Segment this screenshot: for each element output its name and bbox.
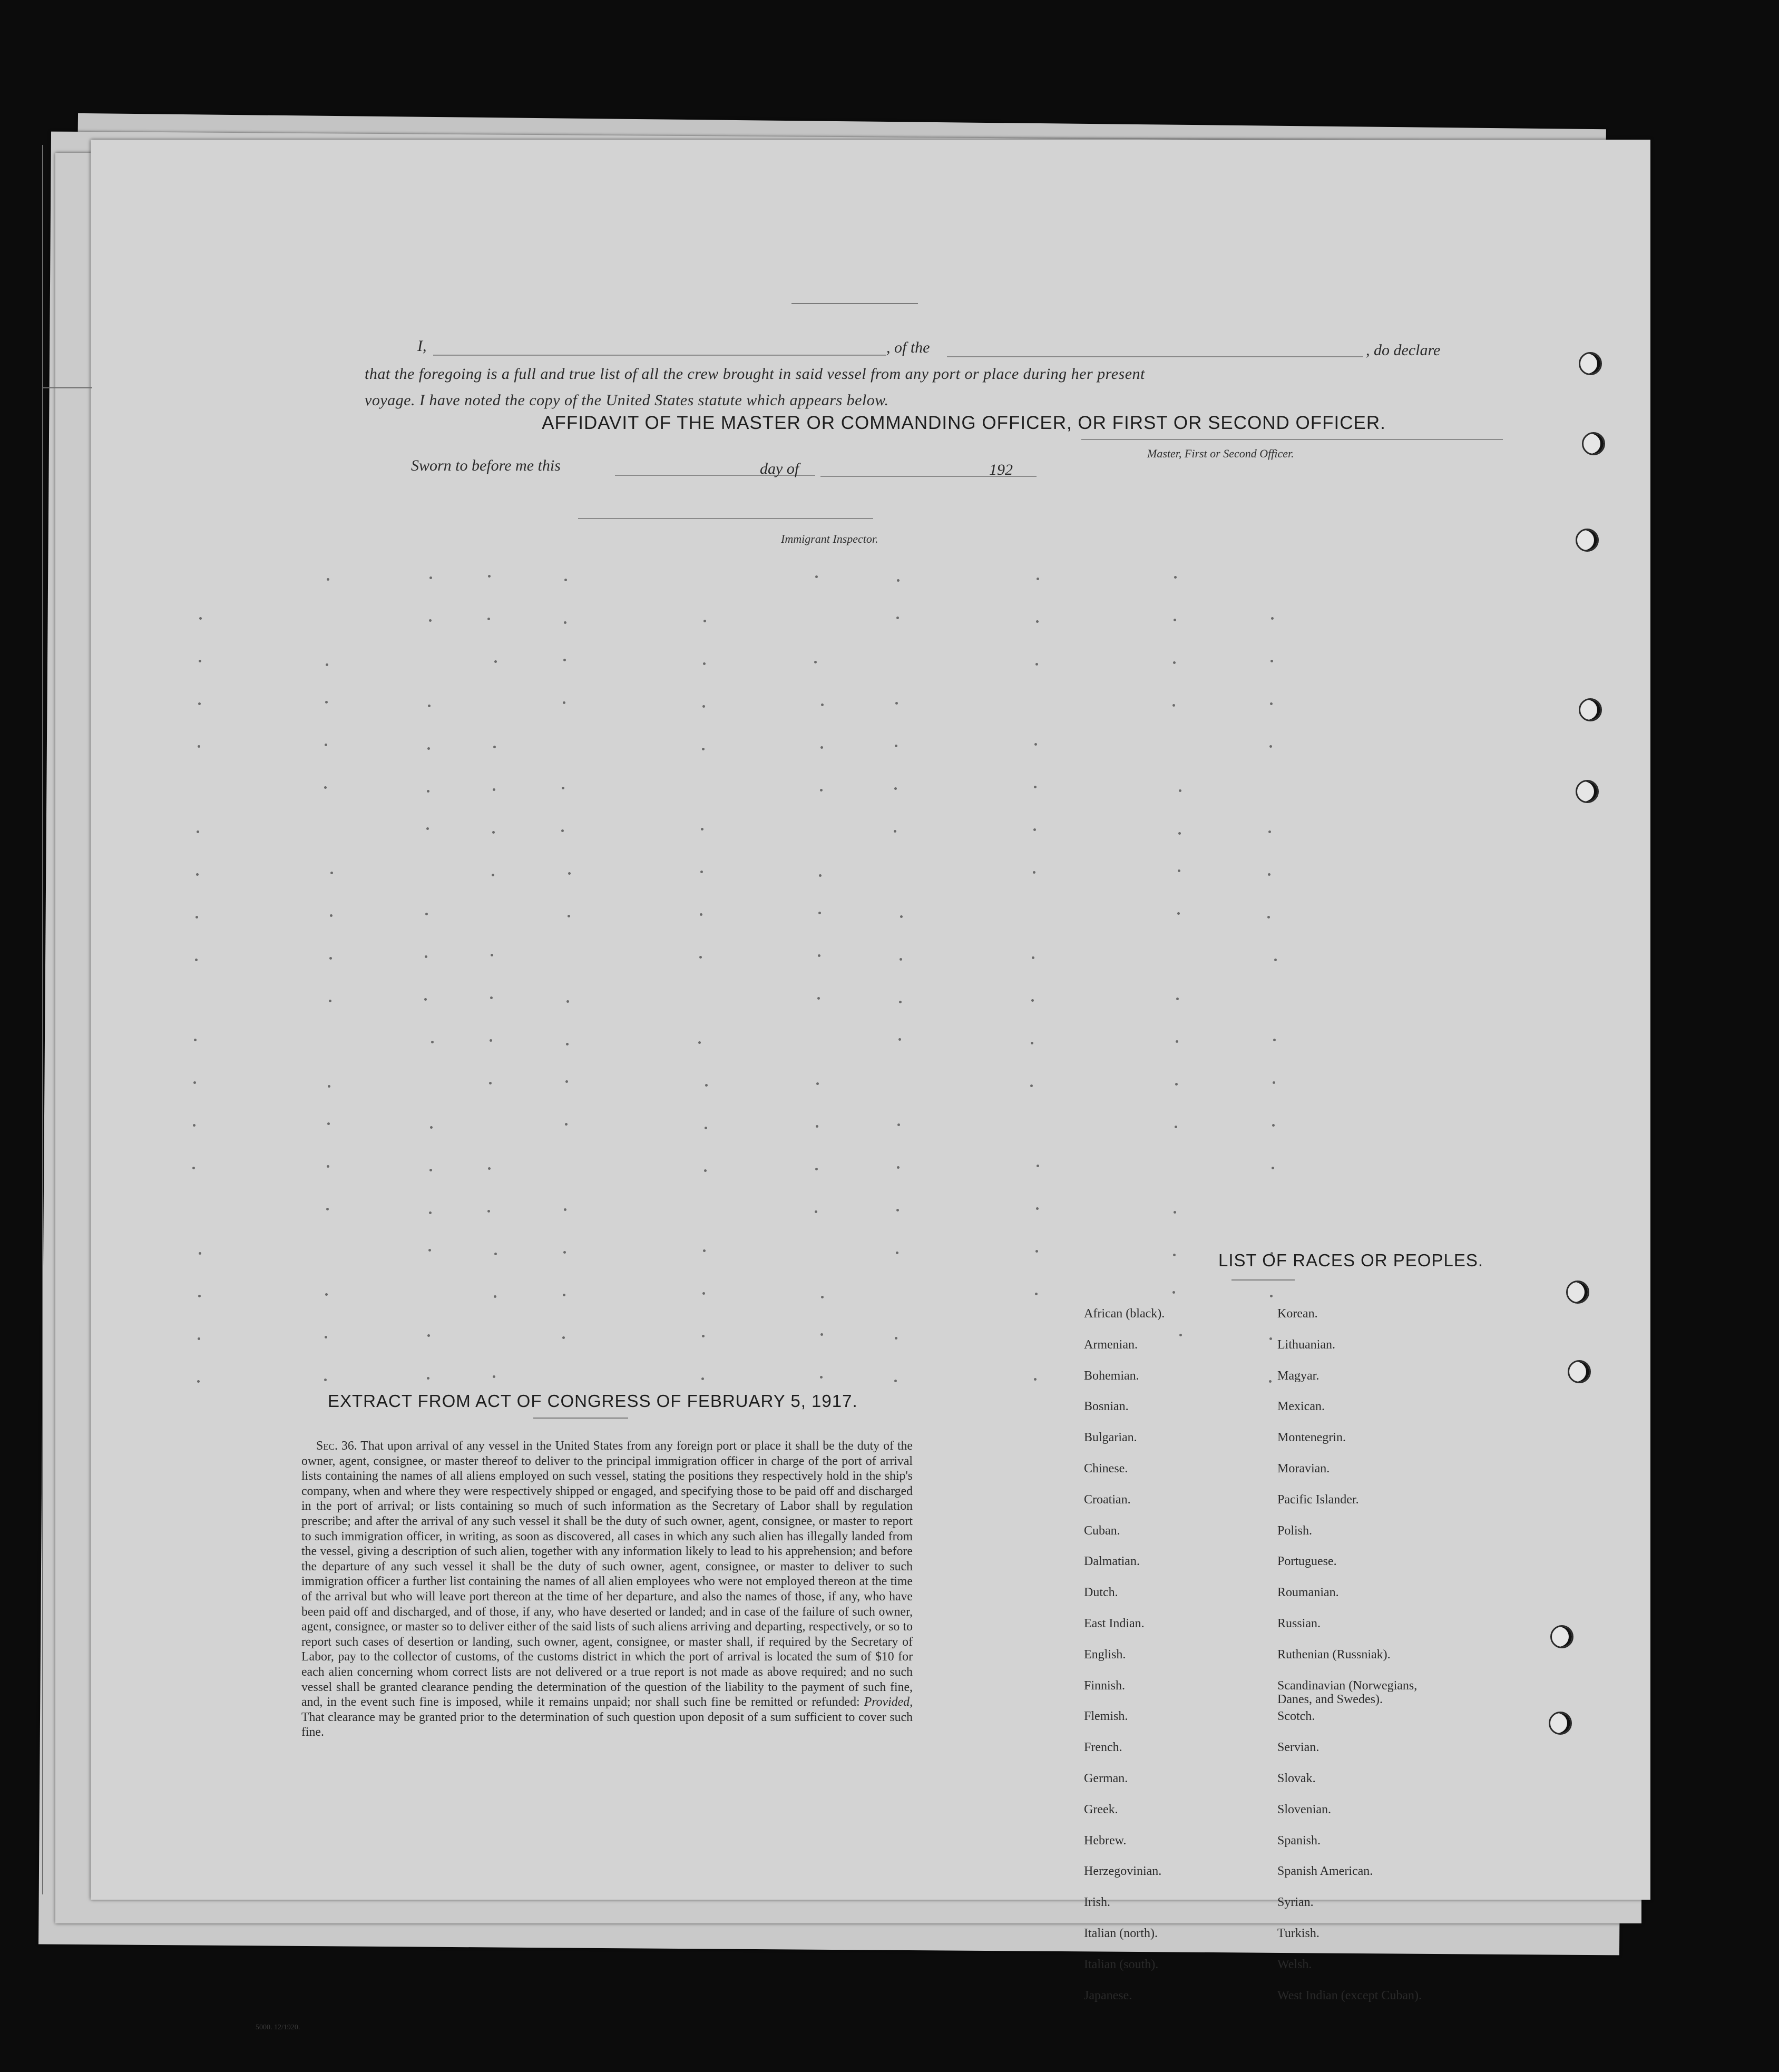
section-text-end: That clearance may be granted prior to the determination of such question upon deposit of a sum sufficient to cover such fine. [301,1710,913,1739]
ghost-dot [196,873,199,876]
ghost-dot [1174,619,1176,621]
ghost-dot [1031,1042,1033,1044]
ghost-dot [894,787,897,790]
declarant-label: I, [417,337,427,355]
ghost-dot [821,1296,824,1298]
ghost-dot [424,998,427,1001]
ghost-dot [1268,830,1271,833]
ghost-dot [815,1210,817,1213]
ghost-dot [425,955,427,958]
ghost-dot [1176,998,1179,1000]
ghost-dot [427,1377,429,1380]
ghost-dot [566,1000,569,1003]
race-item: Flemish. [1084,1709,1128,1724]
ghost-dot [428,1249,431,1252]
ghost-dot [1177,912,1180,915]
ghost-dot [563,1251,566,1254]
race-item: Magyar. [1277,1369,1319,1383]
binder-hole [1549,1712,1572,1735]
ghost-dot [700,913,702,916]
ghost-dot [705,1127,707,1129]
ghost-dot [199,1252,201,1255]
race-item: Roumanian. [1277,1586,1339,1600]
race-item: Syrian. [1277,1895,1314,1910]
ghost-dot [815,575,818,578]
ghost-dot [1179,789,1181,792]
ghost-dot [193,1081,196,1084]
binder-hole [1568,1360,1591,1383]
race-item: Montenegrin. [1277,1431,1346,1445]
signature-line[interactable] [1081,439,1503,440]
race-item: Chinese. [1084,1461,1128,1475]
ghost-dot [1037,578,1039,580]
ghost-dot [564,621,566,624]
race-item: Turkish. [1277,1926,1319,1940]
ghost-dot [818,912,821,914]
inspector-signature-line[interactable] [578,518,873,519]
race-item: Mexican. [1277,1400,1325,1414]
ghost-dot [702,1292,705,1295]
ghost-dot [816,1125,818,1128]
ghost-dot [193,1124,196,1127]
section-label: Sec. 36. [316,1439,357,1453]
ghost-dot [816,1082,819,1085]
race-item: Italian (south). [1084,1957,1159,1971]
ghost-dot [563,701,565,704]
binder-hole [1579,352,1602,375]
ghost-dot [703,620,706,622]
ghost-dot [1034,1378,1037,1381]
ghost-dot [565,1123,568,1126]
ghost-dot [1035,1250,1038,1253]
ghost-dot [564,579,567,581]
ghost-dot [429,619,432,622]
ghost-dot [492,831,495,834]
race-item: Polish. [1277,1523,1313,1538]
ghost-dot [199,660,201,662]
ghost-dot [1034,743,1037,746]
ghost-dot [427,747,430,750]
ghost-dot [1269,1380,1272,1383]
race-item: Spanish. [1277,1833,1321,1848]
ghost-dot [492,874,494,876]
ghost-dot [1034,786,1037,788]
ghost-dot [1178,869,1180,872]
ghost-dot [566,1043,569,1045]
ghost-dot [490,996,493,999]
ghost-dot [490,1039,492,1042]
vessel-label: , of the [886,339,930,356]
ghost-dot [493,788,495,791]
ghost-dot [703,662,706,665]
ghost-dot [1037,1165,1039,1167]
print-code: 5000. 12/1920. [256,2024,300,2031]
ghost-dot [705,1084,708,1087]
ghost-dot [194,1039,197,1041]
race-item: Herzegovinian. [1084,1864,1162,1879]
vessel-name-field[interactable] [947,356,1363,357]
ghost-dot [429,1211,432,1214]
ghost-dot [894,830,896,833]
race-item: German. [1084,1771,1128,1785]
ghost-dot [895,1337,897,1340]
ghost-dot [1268,873,1270,876]
ghost-dot [562,1336,565,1339]
inspector-caption: Immigrant Inspector. [781,532,878,545]
ghost-dot [330,914,333,917]
race-item: African (black). [1084,1307,1165,1321]
ghost-dot [1036,1207,1039,1210]
ghost-dot [489,1082,492,1084]
ghost-dot [894,1380,897,1382]
ghost-dot [1270,1295,1273,1297]
ghost-dot [565,1080,568,1083]
ghost-dot [1035,663,1038,666]
ghost-dot [1033,871,1035,874]
ghost-dot [1270,660,1273,662]
ghost-dot [199,617,202,620]
ghost-dot [562,787,564,789]
ghost-dot [702,1335,705,1337]
ghost-dot [196,916,198,918]
divider [791,303,918,304]
ghost-dot [702,748,705,750]
ghost-dot [701,1377,704,1380]
declaration-line: voyage. I have noted the copy of the United States statute which appears below. [365,392,889,409]
ghost-dot [1179,1334,1182,1336]
ghost-dot [326,663,328,666]
ghost-dot [1033,828,1036,831]
ghost-dot [429,1169,432,1171]
ghost-dot [814,661,817,663]
ghost-dot [820,1333,823,1336]
ghost-dot [821,703,824,706]
ghost-dot [564,1208,566,1211]
race-item: Moravian. [1277,1461,1330,1475]
ghost-dot [897,1166,900,1169]
race-item: Slovak. [1277,1771,1316,1785]
race-item: Pacific Islander. [1277,1492,1359,1507]
ghost-dot [1035,1293,1038,1295]
race-item: English. [1084,1647,1126,1661]
ghost-dot [327,1122,330,1125]
ghost-dot [487,1210,490,1213]
ghost-dot [1032,956,1034,959]
ghost-dot [897,1123,900,1126]
ghost-dot [192,1167,195,1169]
ghost-dot [325,1336,327,1338]
race-item: Hebrew. [1084,1833,1127,1848]
races-left-column [1084,1307,1165,2019]
ghost-dot [1174,576,1177,579]
races-title: LIST OF RACES OR PEOPLES. [1218,1250,1484,1270]
ghost-dot [1172,704,1175,707]
ghost-dot [700,871,703,873]
ghost-dot [895,702,898,705]
race-item: Greek. [1084,1802,1118,1816]
race-item: West Indian (except Cuban). [1277,1988,1422,2002]
ghost-dot [324,1379,327,1381]
affidavit-title: AFFIDAVIT OF THE MASTER OR COMMANDING OFFICER, OR FIRST OR SECOND OFFICER. [542,413,1386,433]
ghost-dot [426,827,429,830]
ghost-dot [701,828,703,830]
ghost-dot [1173,661,1176,664]
ghost-dot [197,1380,200,1383]
binder-hole [1576,529,1599,552]
ghost-dot [425,913,428,915]
extract-text [301,1439,913,1740]
year-text: 192 [989,461,1013,478]
ghost-dot [1273,1081,1275,1084]
race-item: Italian (north). [1084,1926,1158,1940]
provided-label: Provided, [864,1695,913,1709]
race-item: Cuban. [1084,1523,1120,1538]
ghost-dot [1272,1124,1275,1127]
divider [1231,1279,1295,1281]
race-item: Croatian. [1084,1492,1131,1507]
ghost-dot [330,872,333,874]
ghost-dot [488,575,491,578]
ghost-dot [1267,916,1270,918]
race-item: Bohemian. [1084,1369,1139,1383]
extract-title: EXTRACT FROM ACT OF CONGRESS OF FEBRUARY 5, 1917. [328,1391,858,1411]
ghost-dot [561,829,564,832]
race-item: Scandinavian (Norwegians, Danes, and Swedes). [1277,1678,1418,1706]
race-item: Irish. [1084,1895,1110,1910]
race-item: Slovenian. [1277,1802,1331,1816]
ghost-dot [1270,702,1273,705]
ghost-dot [198,1337,200,1340]
ghost-dot [699,956,702,959]
ghost-dot [493,746,496,748]
ghost-dot [1269,1337,1272,1340]
ghost-dot [1274,959,1277,961]
race-item: Dutch. [1084,1586,1118,1600]
ghost-dot [815,1168,818,1170]
ghost-dot [327,1165,329,1168]
ghost-dot [329,1000,331,1002]
race-item: Russian. [1277,1616,1321,1630]
ghost-dot [197,830,199,833]
declaration-line: that the foregoing is a full and true list of all the crew brought in said vessel from any port or place during her present [365,365,1145,383]
race-item: East Indian. [1084,1616,1145,1630]
race-item: Bulgarian. [1084,1431,1137,1445]
ghost-dot [895,745,897,747]
ghost-dot [429,576,432,579]
ghost-dot [1173,1254,1176,1256]
sworn-text: Sworn to before me this [411,457,561,474]
race-item: Bosnian. [1084,1400,1129,1414]
ghost-dot [1030,1084,1033,1087]
ghost-dot [896,617,899,619]
ghost-dot [1175,1083,1178,1086]
race-item: Portuguese. [1277,1555,1337,1569]
page-edge [42,387,92,388]
ghost-dot [819,874,822,877]
ghost-dot [430,1126,433,1129]
binder-hole [1579,698,1602,721]
ghost-dot [328,1085,330,1088]
ghost-dot [324,786,327,789]
page-edge [42,145,43,1894]
ghost-dot [329,957,332,960]
ghost-dot [428,705,431,707]
section-text: That upon arrival of any vessel in the United States from any foreign port or place it shall be the duty of the owner, agent, consignee, or master thereof to deliver to the principal immigration officer in charge of the port of arrival lists containing the names of all aliens employed on such vessel, stating the positions they respectively hold in the ship's company, when and where they were respectively shipped or engaged, and specifying those to be paid off and discharged in the port of arrival; or lists containing so much of such information as the Secretary of Labor shall by regulation prescribe; and after the arrival of any such vessel it shall be the duty of such owner, agent, consignee, or master to report to such immigration officer, in writing, as soon as discovered, all cases in which any such alien has illegally landed from the vessel, giving a description of such alien, together with any information likely to lead to his apprehension; and before the departure of any such vessel it shall be the duty of such owner, agent, consignee, or master to deliver to such immigration officer a further list containing the names of all alien employees who were not employed thereon at the time of the arrival but who will leave port thereon at the time of her departure, and also the names of those, if any, who have been paid off and discharged, and of those, if any, who have deserted or landed; and in case of the failure of such owner, agent, consignee, or master so to deliver either of the said lists of such aliens arriving and departing, respectively, or so to report such cases of desertion or landing, such owner, agent, consignee, or master shall, if required by the Secretary of Labor, pay to the collector of customs, of the customs district in which the port of arrival is located the sum of $10 for each alien concerning whom correct lists are not delivered or a true report is not made as above required; and no such vessel shall be granted clearance pending the determination of the question of the liability to the payment of such fine, and, in the event such fine is imposed, while it remains unpaid; nor shall such fine be remitted or refunded: [301,1439,913,1709]
race-item: Scotch. [1277,1709,1315,1724]
ghost-dot [568,915,570,917]
ghost-dot [493,1375,495,1378]
ghost-dot [488,1167,491,1170]
day-of-text: day of [760,460,799,477]
ghost-dot [820,746,823,749]
declare-text: , do declare [1366,341,1441,359]
ghost-dot [818,954,820,957]
ghost-dot [494,1253,497,1255]
binder-hole [1550,1625,1573,1648]
ghost-dot [1175,1126,1177,1128]
ghost-dot [1176,1040,1178,1043]
ghost-dot [325,701,328,703]
ghost-dot [900,915,903,918]
ghost-dot [702,705,705,708]
ghost-dot [820,789,823,791]
ghost-dot [494,1295,496,1298]
document-page [91,140,1650,2031]
ghost-dot [327,578,329,581]
ghost-dot [568,872,571,875]
ghost-dot [900,958,902,961]
ghost-dot [704,1169,707,1172]
ghost-dot [198,1295,201,1297]
races-right-column [1277,1307,1422,2019]
ghost-dot [491,954,493,956]
ghost-dot [198,745,200,748]
declarant-name-field[interactable] [433,355,886,356]
ghost-dot [487,618,490,620]
ghost-dot [817,997,820,1000]
race-item: Finnish. [1084,1678,1126,1693]
ghost-dot [703,1249,706,1252]
ghost-dot [896,1209,899,1211]
ghost-dot [494,660,497,663]
race-item: French. [1084,1741,1122,1755]
ghost-dot [1172,1291,1175,1294]
race-item: Armenian. [1084,1337,1138,1352]
ghost-dot [896,1252,898,1254]
ghost-dot [427,790,429,793]
ghost-dot [326,1208,329,1210]
race-item: Ruthenian (Russniak). [1277,1647,1391,1661]
ghost-dot [899,1001,902,1003]
ghost-dot [698,1041,701,1044]
ghost-dot [1031,999,1034,1002]
race-item: Dalmatian. [1084,1555,1140,1569]
race-item: Japanese. [1084,1988,1132,2002]
ghost-dot [1272,1167,1274,1169]
ghost-dot [820,1376,823,1379]
ghost-dot [1174,1211,1176,1214]
ghost-dot [1036,620,1039,623]
ghost-dot [431,1041,434,1043]
ghost-dot [198,702,201,705]
ghost-dot [898,1038,901,1041]
ghost-dot [1178,832,1181,835]
race-item: Korean. [1277,1307,1318,1321]
ghost-dot [897,579,900,582]
ghost-dot [427,1334,430,1337]
ghost-dot [1273,1039,1276,1041]
ghost-dot [325,744,327,746]
race-item: Servian. [1277,1741,1319,1755]
race-item: Spanish American. [1277,1864,1373,1879]
race-item: Lithuanian. [1277,1337,1335,1352]
ghost-dot [1271,617,1274,620]
divider [533,1418,628,1419]
binder-hole [1566,1281,1589,1304]
ghost-dot [325,1293,328,1296]
ghost-dot [1269,745,1272,748]
signature-caption: Master, First or Second Officer. [1147,447,1294,460]
binder-hole [1582,432,1605,455]
ghost-dot [195,959,198,961]
binder-hole [1576,780,1599,803]
ghost-dot [563,1294,565,1296]
race-item: Welsh. [1277,1957,1312,1971]
ghost-dot [563,659,566,661]
